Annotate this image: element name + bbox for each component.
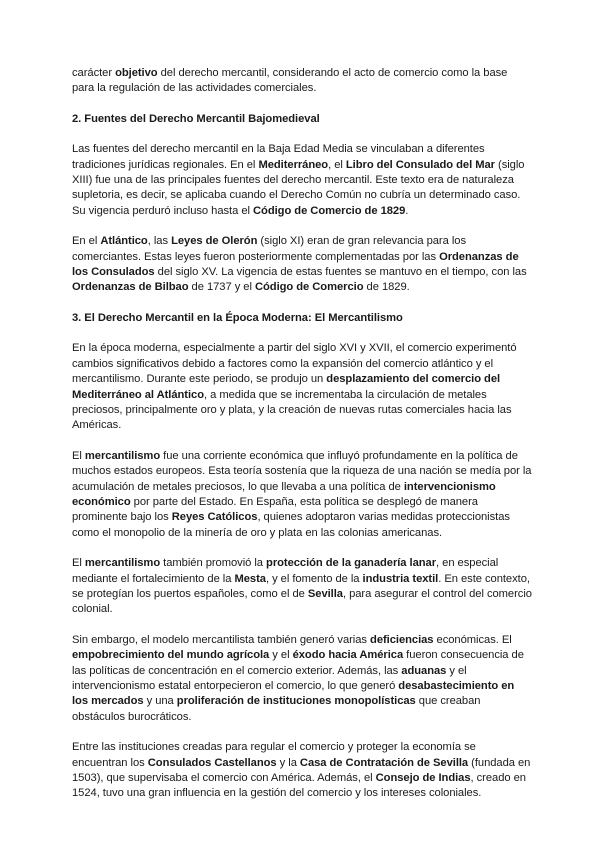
bold-term: intervencionismo económico — [72, 480, 496, 508]
bold-term: Código de Comercio — [254, 281, 364, 294]
mercantilismo-paragraph: El mercantilismo fue una corriente económica que influyó profundamente en la política de muchos estados europeos. Esta teoría sostenía que la riqueza de una nación se medía por la acumulación de metales preciosos, lo que llevaba a una política de intervencionismo económico por parte del Estado. En España, esta política se desplegó de manera prominente bajo los Reyes Católicos, quienes adoptaron varias medidas proteccionistas como el monopolio de la minería de oro y plata en las colonias americanas. — [72, 449, 532, 539]
bold-term: Ordenanzas de los Consulados — [72, 250, 519, 279]
bold-term: deficiencias — [370, 633, 434, 646]
document-page — [72, 66, 532, 817]
bold-term: desabastecimiento en los mercados — [72, 680, 515, 708]
bold-term: mercantilismo — [84, 449, 161, 462]
bold-term: industria textil — [362, 572, 439, 585]
bold-term: Libro del Consulado del Mar — [345, 158, 495, 171]
bold-term: Reyes Católicos — [171, 511, 258, 524]
bold-term: Atlántico — [100, 235, 148, 248]
deficiencias-paragraph: Sin embargo, el modelo mercantilista también generó varias deficiencias económicas. El empobrecimiento del mundo agrícola y el éxodo hacia América fueron consecuencia de las políticas de concentración en el comercio exterior. Además, las aduanas y el intervencionismo estatal entorpecieron el comercio, lo que generó desabastecimiento en los mercados y una proliferación de instituciones monopolísticas que creaban obstáculos burocráticos. — [72, 633, 524, 723]
atlantico-paragraph: En el Atlántico, las Leyes de Olerón (siglo XI) eran de gran relevancia para los comerciantes. Estas leyes fueron posteriormente complementadas por las Ordenanzas de los Consulados del siglo XV. La vigencia de estas fuentes se mantuvo en el tiempo, con las Ordenanzas de Bilbao de 1737 y el Código de Comercio de 1829. — [72, 235, 527, 294]
bold-term: Consejo de Indias — [375, 772, 471, 785]
mediterraneo-paragraph: Las fuentes del derecho mercantil en la Baja Edad Media se vinculaban a diferentes tradiciones jurídicas regionales. En el Mediterráneo, el Libro del Consulado del Mar (siglo XIII) fue una de las principales fuentes del derecho mercantil. Este texto era de naturaleza supletoria, es decir, se aplicaba cuando el Derecho Común no cubría un determinado caso. Su vigencia perduró incluso hasta el Código de Comercio de 1829. — [72, 143, 525, 217]
bold-term: éxodo hacia América — [292, 649, 404, 662]
bold-term: aduanas — [401, 664, 447, 677]
bold-term: Sevilla — [307, 587, 343, 600]
bold-term: mercantilismo — [84, 557, 161, 570]
bold-term: Mediterráneo — [258, 158, 329, 171]
bold-term: objetivo — [115, 67, 158, 79]
section-2-heading: 2. Fuentes del Derecho Mercantil Bajomedieval — [72, 112, 320, 125]
bold-term: Ordenanzas de Bilbao — [72, 281, 189, 294]
bold-term: Leyes de Olerón — [171, 235, 258, 248]
bold-term: proliferación de instituciones monopolísticas — [176, 695, 416, 708]
bold-term: Código de Comercio de 1829 — [253, 204, 406, 217]
bold-term: Consulados Castellanos — [147, 756, 277, 769]
bold-term: Casa de Contratación de Sevilla — [299, 756, 469, 769]
instituciones-paragraph: Entre las instituciones creadas para regular el comercio y proteger la economía se encuentran los Consulados Castellanos y la Casa de Contratación de Sevilla (fundada en 1503), que supervisaba el comercio con América. Además, el Consejo de Indias, creado en 1524, tuvo una gran influencia en la gestión del comercio y los intereses coloniales. — [72, 741, 531, 800]
bold-term: protección de la ganadería lanar — [266, 557, 437, 570]
ganaderia-paragraph: El mercantilismo también promovió la protección de la ganadería lanar, en especial mediante el fortalecimiento de la Mesta, y el fomento de la industria textil. En este contexto, se protegían los puertos españoles, como el de Sevilla, para asegurar el control del comercio colonial. — [72, 557, 532, 616]
bold-term: desplazamiento del comercio del Mediterráneo al Atlántico — [72, 373, 501, 401]
section-3-heading: 3. El Derecho Mercantil en la Época Moderna: El Mercantilismo — [72, 311, 403, 324]
epoca-moderna-paragraph: En la época moderna, especialmente a partir del siglo XVI y XVII, el comercio experimentó cambios significativos debido a factores como la expansión del comercio atlántico y el mercantilismo. Durante este periodo, se produjo un desplazamiento del comercio del Mediterráneo al Atlántico, a medida que se incrementaba la circulación de metales preciosos, principalmente oro y plata, y la creación de nuevas rutas comerciales hacia las Américas. — [72, 342, 517, 432]
bold-term: Mesta — [234, 572, 266, 585]
bold-term: empobrecimiento del mundo agrícola — [72, 649, 270, 662]
intro-paragraph: carácter objetivo del derecho mercantil, considerando el acto de comercio como la base para la regulación de las actividades comerciales. — [72, 67, 508, 95]
